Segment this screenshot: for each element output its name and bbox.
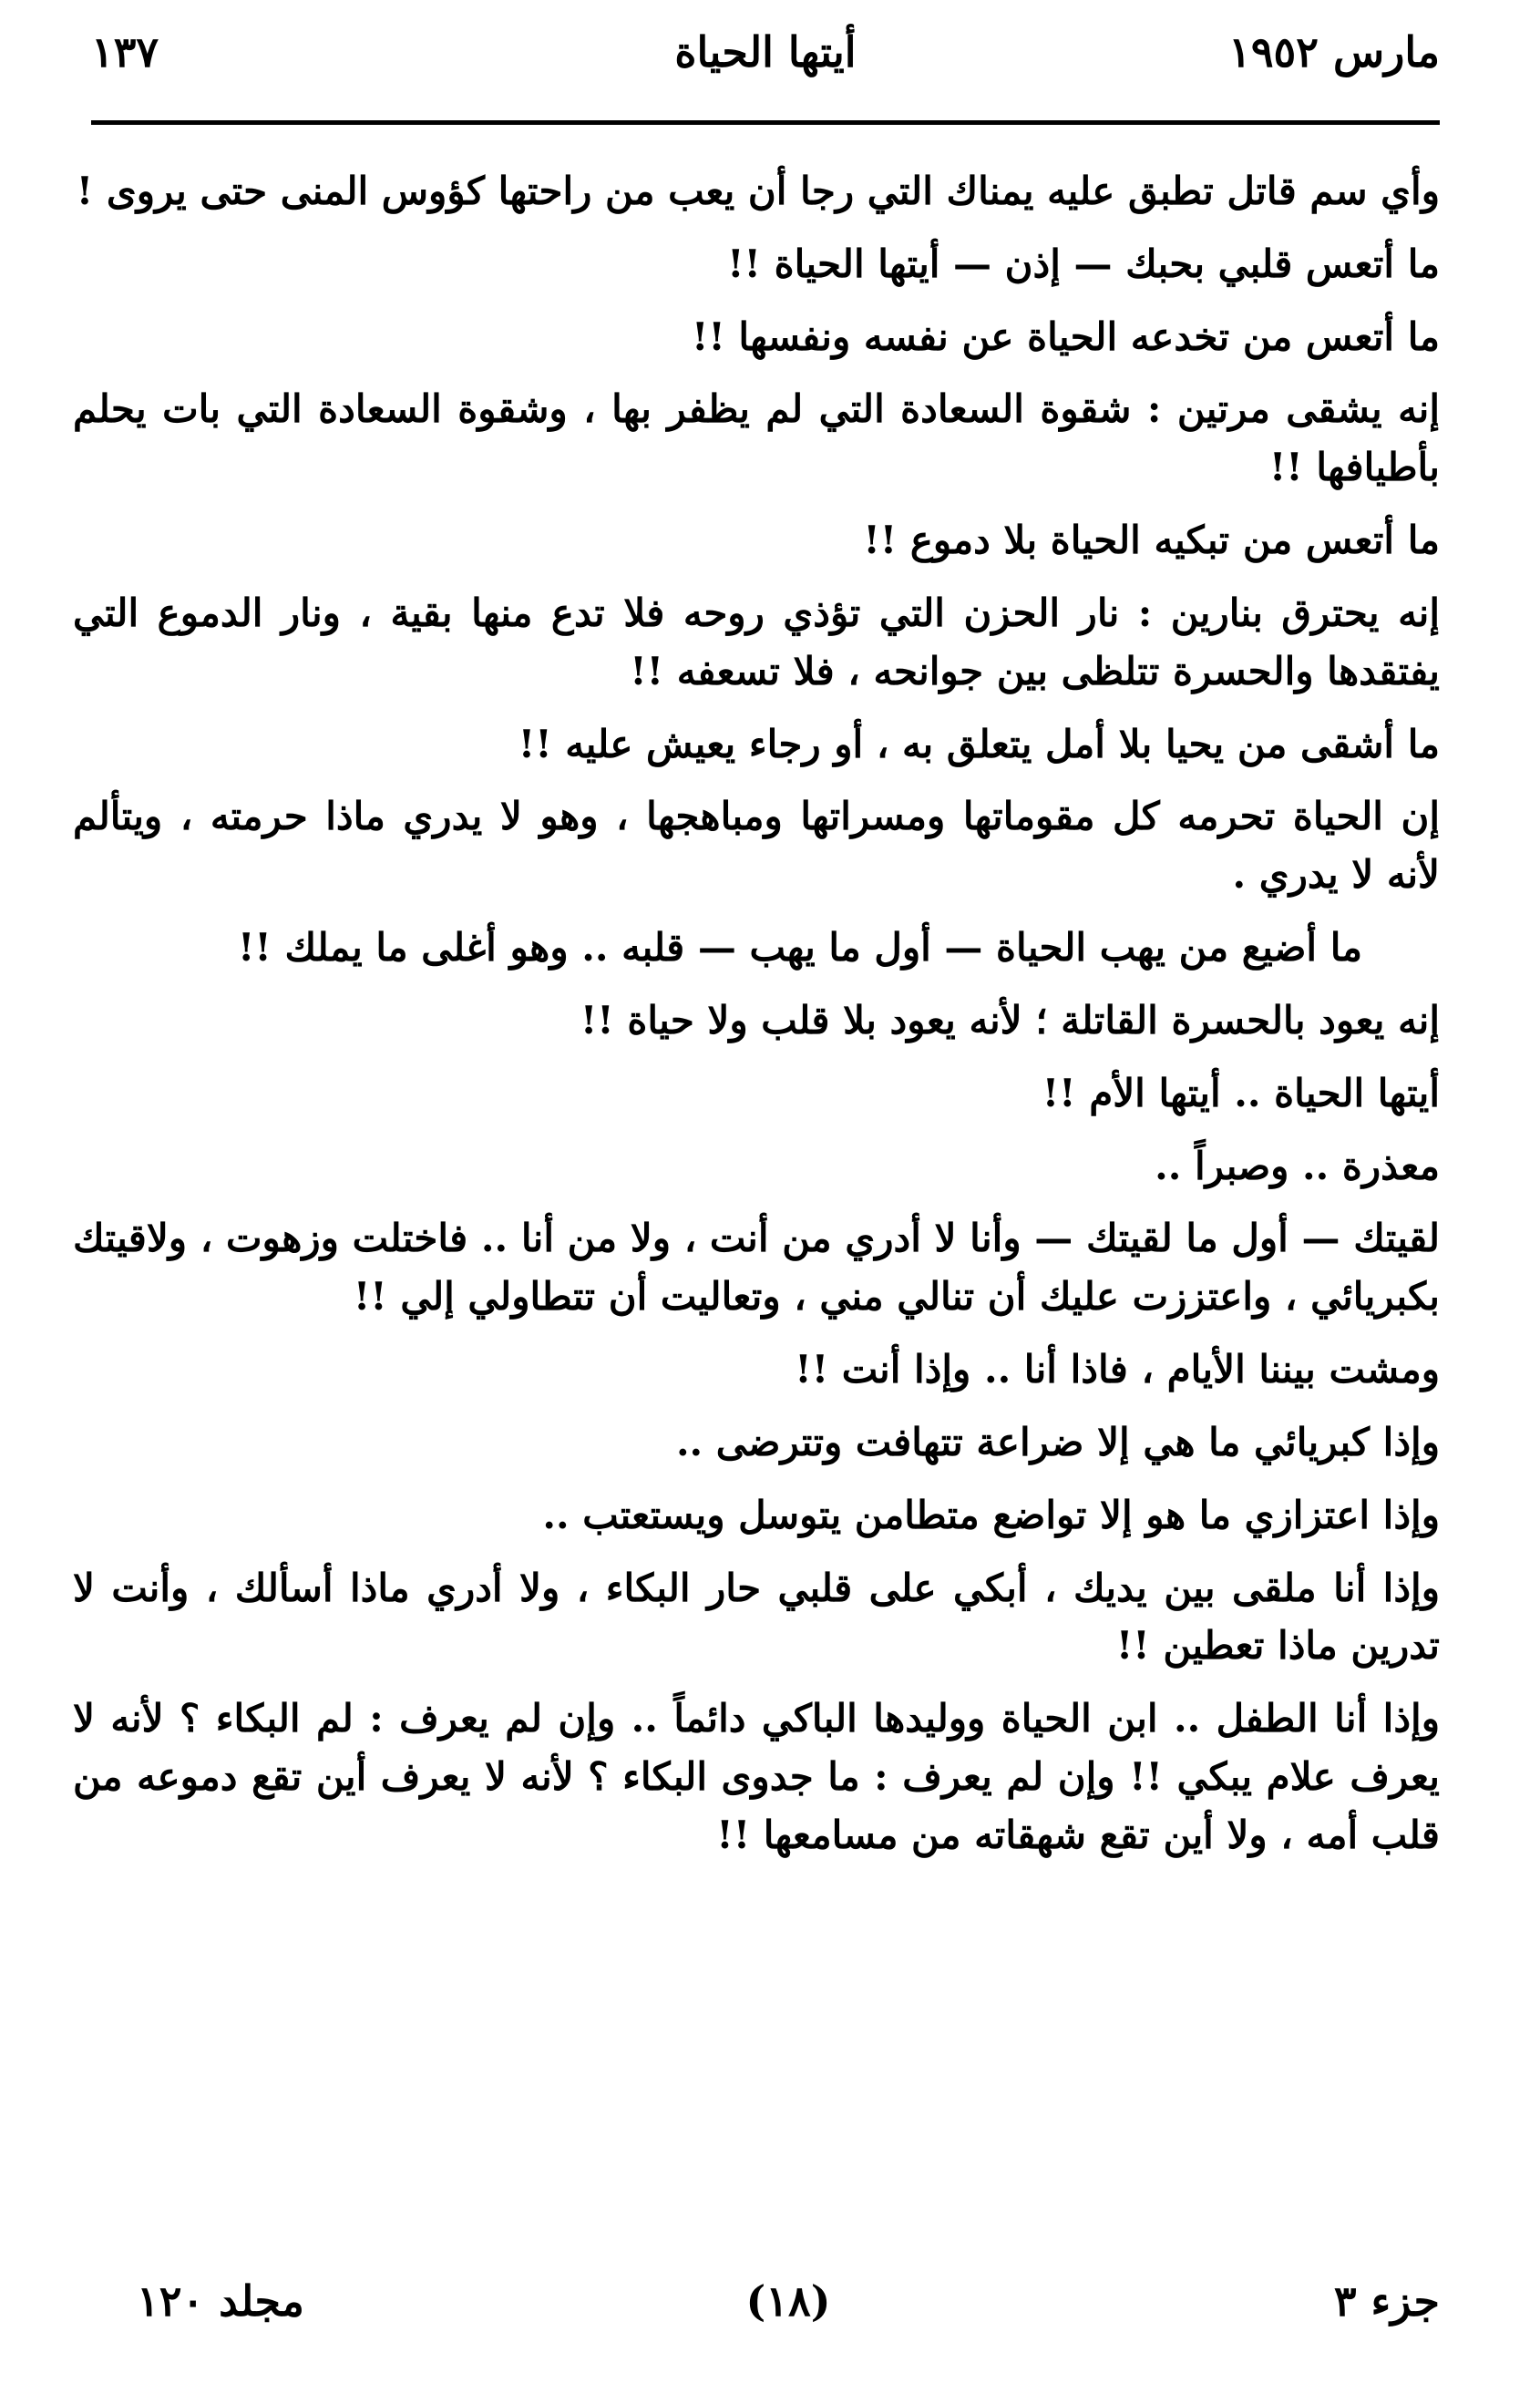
footer-sheet-number: (١٨)	[745, 2276, 831, 2326]
paragraph: ما أشقى من يحيا بلا أمل يتعلق به ، أو رجاء يعيش عليه !!	[518, 721, 1440, 766]
paragraph: إنه يشقى مرتين : شقوة السعادة التي لم يظفر بها ، وشقوة السعادة التي بات يحلم بأطيافها !!	[73, 386, 1440, 490]
paragraph: وإذا اعتزازي ما هو إلا تواضع متطامن يتوسل ويستعتب ..	[542, 1492, 1440, 1537]
paragraph: إن الحياة تحرمه كل مقوماتها ومسراتها ومباهجها ، وهو لا يدري ماذا حرمته ، ويتألم لأنه لا يدري .	[73, 794, 1440, 898]
header-title: أيتها الحياة	[674, 27, 857, 77]
header-rule	[91, 120, 1440, 125]
paragraph: وإذا كبريائي ما هي إلا ضراعة تتهافت وتترضى ..	[675, 1419, 1440, 1464]
article-body	[73, 162, 1440, 1879]
paragraph: ما أضيع من يهب الحياة — أول ما يهب — قلبه .. وهو أغلى ما يملك !!	[238, 925, 1362, 971]
paragraph: ما أتعس قلبي بحبك — إذن — أيتها الحياة !!	[727, 241, 1440, 286]
paragraph: ما أتعس من تبكيه الحياة بلا دموع !!	[863, 518, 1440, 563]
header-date: مارس ١٩٥٢	[1228, 27, 1440, 77]
page-number: ١٣٧	[91, 27, 159, 77]
paragraph: ما أتعس من تخدعه الحياة عن نفسه ونفسها !!	[691, 313, 1440, 359]
paragraph: وأي سم قاتل تطبق عليه يمناك التي رجا أن يعب من راحتها كؤوس المنى حتى يروى !	[76, 169, 1440, 213]
paragraph: أيتها الحياة .. أيتها الأم !!	[1042, 1070, 1440, 1115]
paragraph: لقيتك — أول ما لقيتك — وأنا لا أدري من أنت ، ولا من أنا .. فاختلت وزهوت ، ولاقيتك بكبريائي ، واعتززت عليك أن تنالي مني ، وتعاليت أن تتطاولي إلي !!	[73, 1216, 1440, 1320]
paragraph: إنه يعود بالحسرة القاتلة ؛ لأنه يعود بلا قلب ولا حياة !!	[580, 997, 1440, 1043]
paragraph: ومشت بيننا الأيام ، فاذا أنا .. وإذا أنت !!	[795, 1347, 1440, 1392]
paragraph: إنه يحترق بنارين : نار الحزن التي تؤذي روحه فلا تدع منها بقية ، ونار الدموع التي يفتقدها والحسرة تتلظى بين جوانحه ، فلا تسعفه !!	[73, 590, 1440, 693]
running-footer	[137, 2276, 1440, 2340]
footer-volume: مجلد ١٢٠	[137, 2276, 304, 2326]
running-header	[91, 27, 1440, 91]
footer-part: جزء ٣	[1333, 2276, 1440, 2326]
paragraph: معذرة .. وصبراً ..	[1155, 1143, 1440, 1188]
paragraph: وإذا أنا الطفل .. ابن الحياة ووليدها الباكي دائماً .. وإن لم يعرف : لم البكاء ؟ لأنه لا يعرف علام يبكي !! وإن لم يعرف : ما جدوى البكاء ؟ لأنه لا يعرف أين تقع دموعه من قلب أمه ، ولا أين تقع شهقاته من مسامعها !!	[73, 1696, 1440, 1857]
paragraph: وإذا أنا ملقى بين يديك ، أبكي على قلبي حار البكاء ، ولا أدري ماذا أسألك ، وأنت لا تدرين ماذا تعطين !!	[73, 1565, 1440, 1669]
